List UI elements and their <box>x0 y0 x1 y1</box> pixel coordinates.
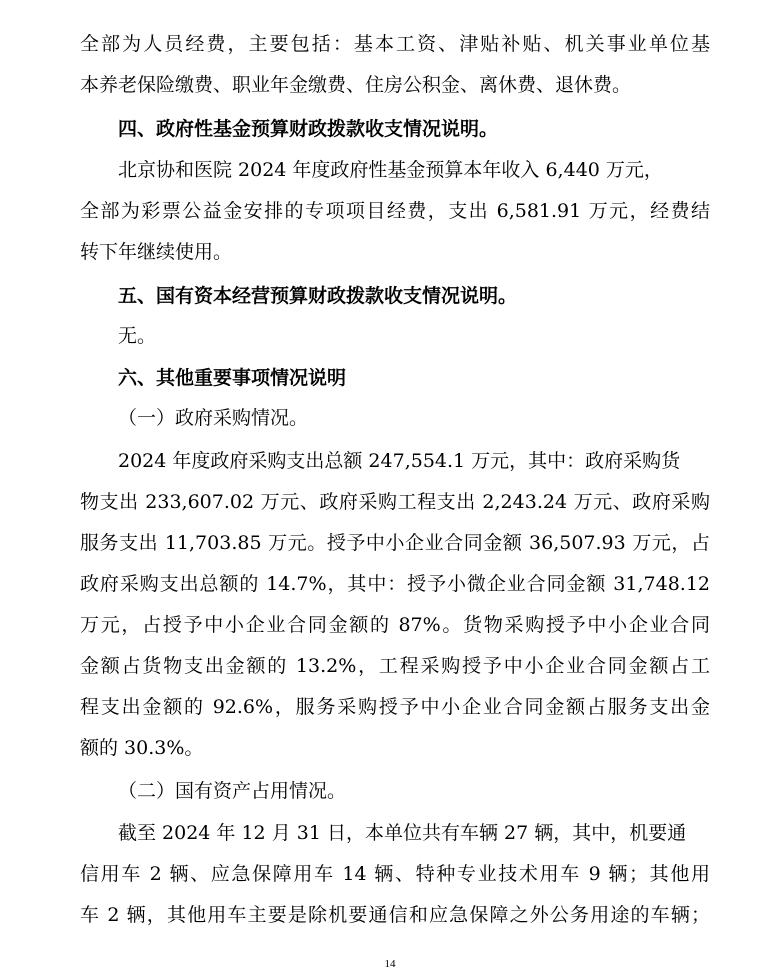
paragraph-line: 信用车 2 辆、应急保障用车 14 辆、特种专业技术用车 9 辆；其他用 <box>80 863 710 885</box>
paragraph-line: 程支出金额的 92.6%，服务采购授予中小企业合同金额占服务支出金 <box>80 696 710 718</box>
paragraph-line: 服务支出 11,703.85 万元。授予中小企业合同金额 36,507.93 万元，占 <box>80 532 710 554</box>
subsection-heading-1: （一）政府采购情况。 <box>118 407 309 429</box>
paragraph-line: 2024 年度政府采购支出总额 247,554.1 万元，其中：政府采购货 <box>118 450 681 472</box>
paragraph-line: 政府采购支出总额的 14.7%，其中：授予小微企业合同金额 31,748.12 <box>80 573 710 595</box>
paragraph-line: 全部为彩票公益金安排的专项项目经费，支出 6,581.91 万元，经费结 <box>80 200 710 222</box>
paragraph-line: 截至 2024 年 12 月 31 日，本单位共有车辆 27 辆，其中，机要通 <box>118 822 687 844</box>
section-heading-4: 四、政府性基金预算财政拨款收支情况说明。 <box>118 118 499 140</box>
paragraph-line: 物支出 233,607.02 万元、政府采购工程支出 2,243.24 万元、政府采购 <box>80 491 710 513</box>
paragraph-line: 无。 <box>118 325 157 347</box>
paragraph-line: 金额占货物支出金额的 13.2%，工程采购授予中小企业合同金额占工 <box>80 655 710 677</box>
paragraph-line: 北京协和医院 2024 年度政府性基金预算本年收入 6,440 万元， <box>118 159 663 181</box>
page-number: 14 <box>384 958 396 970</box>
paragraph-line: 万元，占授予中小企业合同金额的 87%。货物采购授予中小企业合同 <box>80 614 710 636</box>
paragraph-line: 车 2 辆，其他用车主要是除机要通信和应急保障之外公务用途的车辆； <box>80 904 710 926</box>
subsection-heading-2: （二）国有资产占用情况。 <box>118 780 347 802</box>
paragraph-line: 额的 30.3%。 <box>80 737 204 759</box>
paragraph-line: 转下年继续使用。 <box>80 241 233 263</box>
section-heading-5: 五、国有资本经营预算财政拨款收支情况说明。 <box>118 285 518 307</box>
paragraph-line: 本养老保险缴费、职业年金缴费、住房公积金、离休费、退休费。 <box>80 74 632 96</box>
section-heading-6: 六、其他重要事项情况说明 <box>118 367 347 389</box>
paragraph-line: 全部为人员经费，主要包括：基本工资、津贴补贴、机关事业单位基 <box>80 33 710 55</box>
